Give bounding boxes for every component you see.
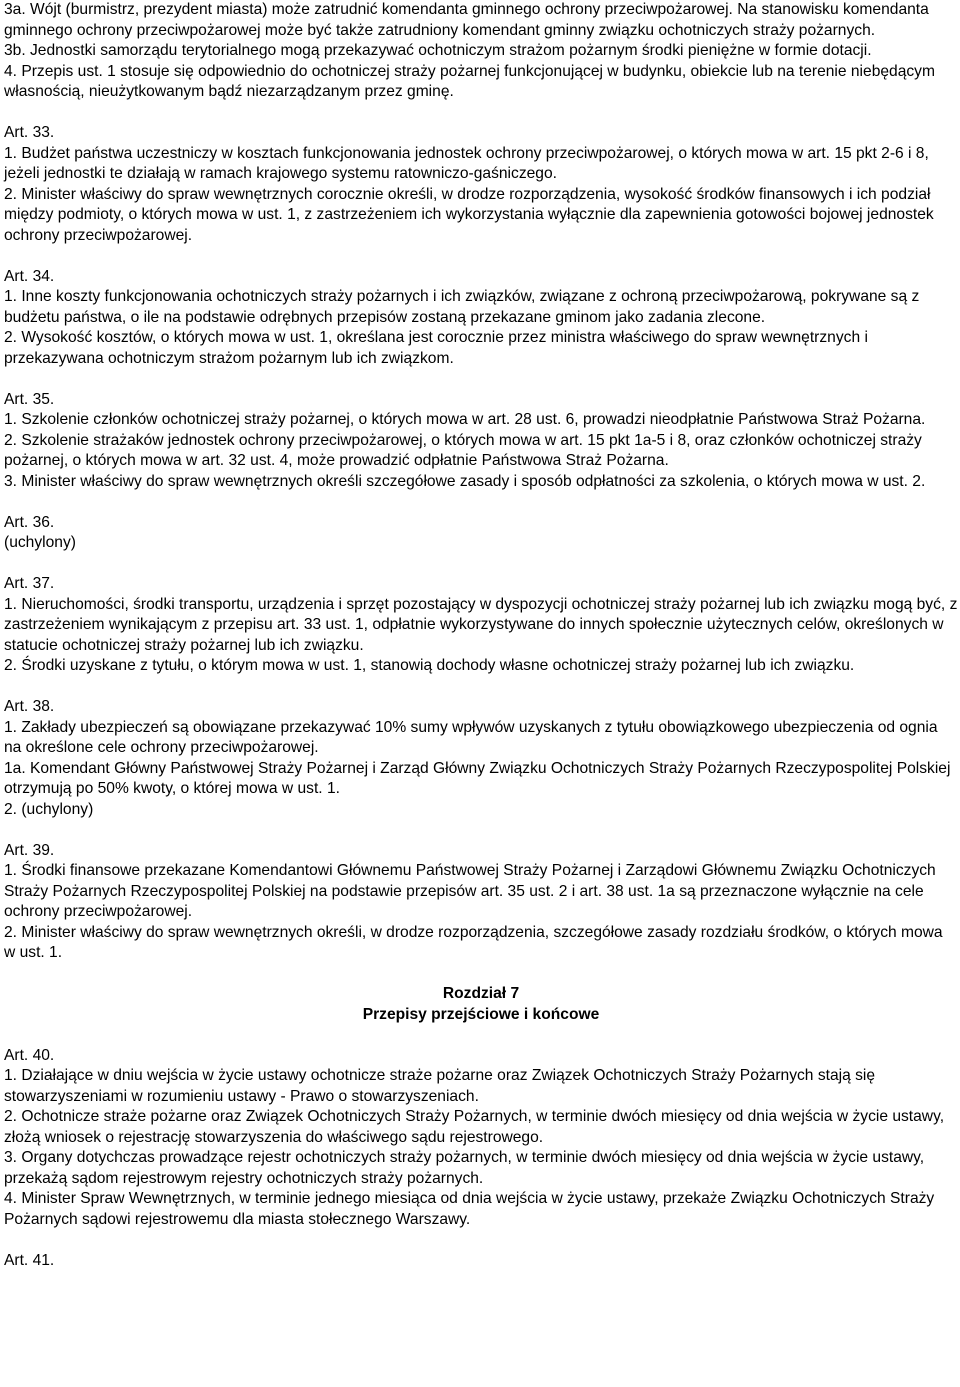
article-paragraph: 4. Minister Spraw Wewnętrznych, w terminie jednego miesiąca od dnia wejścia w życie ustawy, przekaże Związku Ochotniczych Straży Pożarnych sądowi rejestrowemu dla miasta stołecznego Warszawy. (4, 1190, 935, 1228)
chapter-heading (4, 984, 958, 1025)
article-paragraph: 2. (uchylony) (4, 800, 94, 818)
article-heading: Art. 34. (4, 267, 55, 285)
article-heading: Art. 33. (4, 124, 55, 141)
article-paragraph: 2. Szkolenie strażaków jednostek ochrony przeciwpożarowej, o których mowa w art. 15 pkt 1a-5 i 8, oraz członków ochotniczej straży pożarnej, o których mowa w art. 32 ust. 4, może prowadzić odpłatnie Państwowa Straż Pożarna. (4, 431, 922, 469)
article-paragraph: 2. Wysokość kosztów, o których mowa w ust. 1, określana jest corocznie przez ministra właściwego do spraw wewnętrznych i przekazywana ochotniczym strażom pożarnym lub ich związkom. (4, 329, 868, 367)
article-39 (4, 841, 958, 964)
article-paragraph: 2. Ochotnicze straże pożarne oraz Związek Ochotniczych Straży Pożarnych, w terminie dwóch miesięcy od dnia wejścia w życie ustawy, złożą wniosek o rejestrację stowarzyszenia do właściwego sądu rejestrowego. (4, 1108, 945, 1146)
article-heading: Art. 38. (4, 698, 55, 715)
article-38 (4, 697, 958, 820)
article-heading: Art. 41. (4, 1251, 55, 1269)
article-paragraph: 3. Minister właściwy do spraw wewnętrznych określi szczegółowe zasady i sposób odpłatności za szkolenia, o których mowa w ust. 2. (4, 472, 926, 490)
article-paragraph: 1a. Komendant Główny Państwowej Straży Pożarnej i Zarząd Główny Związku Ochotniczych Straży Pożarnych Rzeczypospolitej Polskiej otrzymują po 50% kwoty, o której mowa w ust. 1. (4, 759, 951, 797)
article-paragraph: 2. Środki uzyskane z tytułu, o którym mowa w ust. 1, stanowią dochody własne ochotniczej straży pożarnej lub ich związku. (4, 657, 855, 674)
intro-block (4, 0, 958, 103)
chapter-title: Przepisy przejściowe i końcowe (362, 1005, 600, 1023)
article-41 (4, 1251, 958, 1272)
article-paragraph: 1. Działające w dniu wejścia w życie ustawy ochotnicze straże pożarne oraz Związek Ochotniczych Straży Pożarnych stają się stowarzyszeniami w rozumieniu ustawy - Prawo o stowarzyszeniach. (4, 1067, 876, 1105)
article-40 (4, 1046, 958, 1231)
chapter-number: Rozdział 7 (442, 985, 520, 1002)
paragraph-4: 4. Przepis ust. 1 stosuje się odpowiednio do ochotniczej straży pożarnej funkcjonującej w budynku, obiekcie lub na terenie niebędącym własnością, nieużytkowanym bądź niezarządzanym przez gminę. (4, 62, 935, 100)
article-paragraph: 1. Budżet państwa uczestniczy w kosztach funkcjonowania jednostek ochrony przeciwpożarowej, o których mowa w art. 15 pkt 2-6 i 8, jeżeli jednostki te działają w ramach krajowego systemu ratowniczo-gaśniczego. (4, 144, 929, 182)
article-heading: Art. 35. (4, 390, 55, 408)
article-heading: Art. 36. (4, 513, 55, 531)
article-paragraph: 1. Szkolenie członków ochotniczej straży pożarnej, o których mowa w art. 28 ust. 6, prowadzi nieodpłatnie Państwowa Straż Pożarna. (4, 411, 926, 428)
article-paragraph: 1. Środki finansowe przekazane Komendantowi Głównemu Państwowej Straży Pożarnej i Zarządowi Głównemu Związku Ochotniczych Straży Pożarnych Rzeczypospolitej Polskiej na podstawie przepisów art. 35 ust. 2 i art. 38 ust. 1a są przeznaczone wyłącznie na cele ochrony przeciwpożarowej. (4, 862, 936, 920)
article-35 (4, 390, 958, 493)
paragraph-3a: 3a. Wójt (burmistrz, prezydent miasta) może zatrudnić komendanta gminnego ochrony przeciwpożarowej. Na stanowisku komendanta gminnego ochrony przeciwpożarowej może być także zatrudniony komendant gminny związku ochotniczych straży pożarnych. (4, 1, 929, 39)
article-paragraph: 2. Minister właściwy do spraw wewnętrznych określi, w drodze rozporządzenia, szczegółowe zasady rozdziału środków, o których mowa w ust. 1. (4, 923, 943, 961)
article-paragraph: (uchylony) (4, 534, 76, 551)
article-paragraph: 1. Zakłady ubezpieczeń są obowiązane przekazywać 10% sumy wpływów uzyskanych z tytułu obowiązkowego ubezpieczenia od ognia na określone cele ochrony przeciwpożarowej. (4, 718, 938, 756)
article-34 (4, 267, 958, 370)
article-37 (4, 574, 958, 677)
article-paragraph: 3. Organy dotychczas prowadzące rejestr ochotniczych straży pożarnych, w terminie dwóch miesięcy od dnia wejścia w życie ustawy, przekażą sądom rejestrowym rejestry ochotniczych straży pożarnych. (4, 1149, 925, 1187)
paragraph-3b: 3b. Jednostki samorządu terytorialnego mogą przekazywać ochotniczym strażom pożarnym środki pieniężne w formie dotacji. (4, 42, 872, 59)
article-33 (4, 123, 958, 246)
article-heading: Art. 37. (4, 575, 55, 592)
article-36 (4, 513, 958, 554)
article-heading: Art. 39. (4, 841, 55, 859)
article-paragraph: 1. Inne koszty funkcjonowania ochotniczych straży pożarnych i ich związków, związane z ochroną przeciwpożarową, pokrywane są z budżetu państwa, o ile na podstawie odrębnych przepisów zostaną przekazane gminom jako zadania zlecone. (4, 288, 920, 326)
article-heading: Art. 40. (4, 1046, 55, 1064)
article-paragraph: 2. Minister właściwy do spraw wewnętrznych corocznie określi, w drodze rozporządzenia, wysokość środków finansowych i ich podział między podmioty, o których mowa w ust. 1, z zastrzeżeniem ich wykorzystania wyłącznie dla zapewnienia gotowości bojowej jednostek ochrony przeciwpożarowej. (4, 185, 934, 244)
article-paragraph: 1. Nieruchomości, środki transportu, urządzenia i sprzęt pozostający w dyspozycji ochotniczej straży pożarnej lub ich związku mogą być, z zastrzeżeniem wynikającym z przepisu art. 33 ust. 1, odpłatnie wykorzystywane do innych społecznie użytecznych celów, określonych w statucie ochotniczej straży pożarnej lub ich związku. (4, 595, 958, 654)
